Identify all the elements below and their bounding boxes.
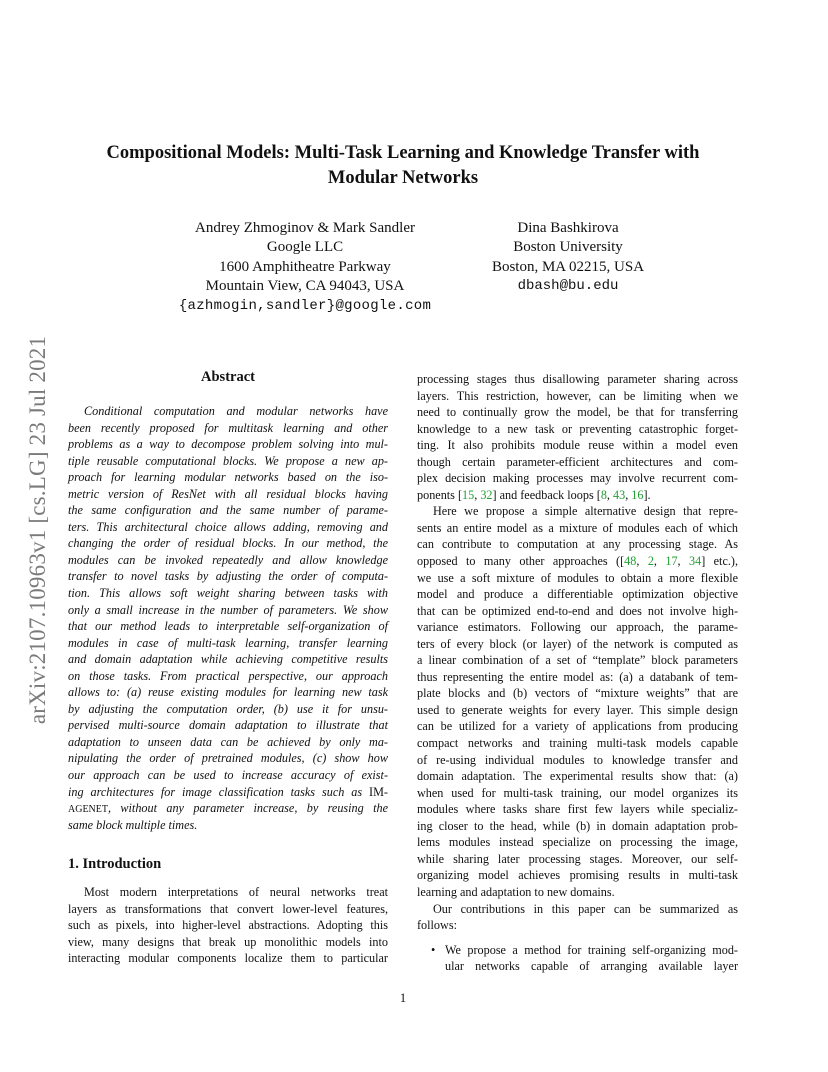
abstract-line: tion. This allows soft weight sharing between tasks with [68,586,388,601]
author-affiliation: Google LLC [266,239,344,256]
body-line: though certain parameter-efficient architectures and com- [417,454,738,469]
section-heading-introduction: 1. Introduction [68,856,162,872]
abstract-line: our approach can be used to increase accuracy of exist- [68,768,388,783]
body-line: ting. It also prohibits module reuse within a model even [417,438,738,453]
author-block-right [468,219,668,297]
author-email: dbash@bu.edu [517,278,619,295]
body-line: variance estimators. Following our approach, the parame- [417,620,738,635]
arxiv-id: arXiv:2107.10963v1 [cs.LG] 23 Jul 2021 [25,335,50,725]
abstract-line: by adjusting the computation order, (b) use it for unsu- [68,701,388,716]
body-line: model and produce a differentiable optimization objective [417,587,738,602]
body-line: a linear combination of a set of “template” block parameters [417,653,738,668]
body-line: Our contributions in this paper can be summarized as [433,901,738,916]
arxiv-stamp [18,300,58,760]
body-line: can be utilized for a variety of applications from producing [417,719,738,734]
body-line: processing stages thus disallowing parameter sharing across [417,372,738,386]
body-line: knowledge to a new task or preventing catastrophic forget- [417,421,738,436]
citation-link[interactable]: 32 [480,487,493,502]
body-line: layers as transformations that convert lower-level features, [68,901,388,916]
abstract-line: AGENET, without any parameter increase, by reusing the [68,801,388,816]
bullet-icon: • [431,942,436,957]
abstract-line: and domain adaptation while achieving competitive results [68,652,388,667]
abstract-line: Conditional computation and modular networks have [84,404,388,418]
body-line: plate blocks and (b) vectors of “mixture weights” that are [417,686,738,701]
body-line: while sharing later processing stages. Moreover, our self- [417,851,738,866]
abstract-line: same block multiple times. [68,817,198,832]
body-line: Here we propose a simple alternative design that repre- [433,504,738,519]
body-line: learning and adaptation to new domains. [417,884,615,899]
citation-link[interactable]: 8 [600,487,607,502]
body-line: view, many designs that break up monolithic models into [68,934,388,949]
introduction-body [68,884,388,967]
body-line: ing closer to the head, while (b) in domain adaptation prob- [417,818,738,833]
body-line-citations: opposed to many other approaches ([48, 2, 17, 34] etc.), [417,554,739,569]
abstract-body [68,403,388,833]
abstract-line: on those tasks. From practical perspective, our approach [68,668,388,683]
body-line: such as pixels, into higher-level abstractions. Adopting this [68,918,388,933]
citation-link[interactable]: 17 [665,554,678,569]
author-address-line: Mountain View, CA 94043, USA [205,278,405,295]
abstract-line: ters. This architectural choice allows adding, removing and [68,519,388,534]
abstract-heading: Abstract [201,369,255,385]
author-names: Andrey Zhmoginov & Mark Sandler [195,220,415,236]
list-item-continued: ular networks capable of arranging available layer [445,959,738,974]
body-line: compact networks and training multi-task models capable [417,736,738,751]
abstract-line: proach for learning modular networks based on the iso- [68,470,388,485]
body-line: sents an entire model as a mixture of modules each of which [417,520,738,535]
abstract-line: problems as a way to decompose problem solving into mul- [68,437,388,452]
abstract-line: metric version of ResNet with all residual blocks having [68,486,388,501]
page-number: 1 [399,991,407,1005]
abstract-line: the same configuration and the same number of parame- [68,503,388,518]
abstract-line: only a small increase in the number of parameters. We show [68,602,388,617]
body-line: Most modern interpretations of neural networks treat [84,885,388,899]
body-line-citations: ponents [15, 32] and feedback loops [8, 43, 16]. [417,487,651,502]
paper-title: Compositional Models: Multi-Task Learning and Knowledge Transfer with Modular Networks [106,143,700,188]
author-affiliation: Boston University [513,239,623,256]
body-line: we use a soft mixture of modules to obtain a more flexible [417,570,738,585]
citation-link[interactable]: 16 [631,487,644,502]
author-block-left [140,219,470,316]
body-line: domain adaptation. The experimental results show that: (a) [417,769,738,784]
abstract-line: that our method leads to interpretable self-organization of [68,619,388,634]
citation-link[interactable]: 48 [624,554,637,569]
abstract-line: allows to: (a) reuse existing modules for learning new task [68,685,388,700]
body-line: ters of every block (or layer) of the network is computed as [417,636,738,651]
right-column [417,371,738,975]
abstract-line: nipulating the order of pretrained modules, (c) show how [68,751,388,766]
body-line: modules where tasks share first few layers while specializ- [417,802,738,817]
author-address-line: Boston, MA 02215, USA [491,258,645,275]
abstract-line: modules can be invoked repeatedly and allow knowledge [68,552,388,567]
body-line: that can be optimized end-to-end and does not involve high- [417,603,738,618]
body-line: used to generate weights for every layer. This simple design [417,702,738,717]
list-item-text: We propose a method for training self-organizing mod- [445,942,738,957]
body-line: need to continually grow the model, be that for transferring [417,405,738,420]
abstract-line: adaptation to unseen data can be achieved by only ma- [68,734,388,749]
body-line: lems modules instead specialize on processing the image, [417,835,738,850]
body-line: when used for multi-task training, our model organizes its [417,785,738,800]
citation-link[interactable]: 34 [689,554,702,569]
body-line: can contribute to computation at any processing stage. As [417,537,738,552]
author-names: Dina Bashkirova [517,220,619,236]
abstract-line: modules in case of multi-task learning, transfer learning [68,635,388,650]
citation-link[interactable]: 15 [462,487,475,502]
author-email: {azhmogin,sandler}@google.com [178,297,432,314]
abstract-line: pervised multi-source domain adaptation to illustrate that [68,718,388,733]
abstract-line: ing architectures for image classification tasks such as IM- [68,784,388,799]
author-address-line: 1600 Amphitheatre Parkway [219,258,391,275]
list-item [417,942,738,959]
abstract-line: changing the order of residual blocks. In our method, the [68,536,388,551]
body-line: layers. This restriction, however, can be limiting when we [417,388,738,403]
body-line: plex decision making processes may involve recurrent com- [417,471,738,486]
body-line: thus representing the entire model as: (a) a databank of tem- [417,669,738,684]
body-line: of re-using individual modules to knowledge transfer and [417,752,738,767]
body-line: organizing model achieves promising results in multi-task [417,868,738,883]
citation-link[interactable]: 2 [647,554,654,569]
abstract-line: tiple reusable computational blocks. We propose a new ap- [68,453,388,468]
abstract-line: transfer to novel tasks by adjusting the order of computa- [68,569,388,584]
abstract-line: been recently proposed for multitask learning and other [68,420,388,435]
body-line: follows: [417,918,457,933]
citation-link[interactable]: 43 [613,487,626,502]
body-line: interacting modular components localize them to particular [68,951,388,966]
